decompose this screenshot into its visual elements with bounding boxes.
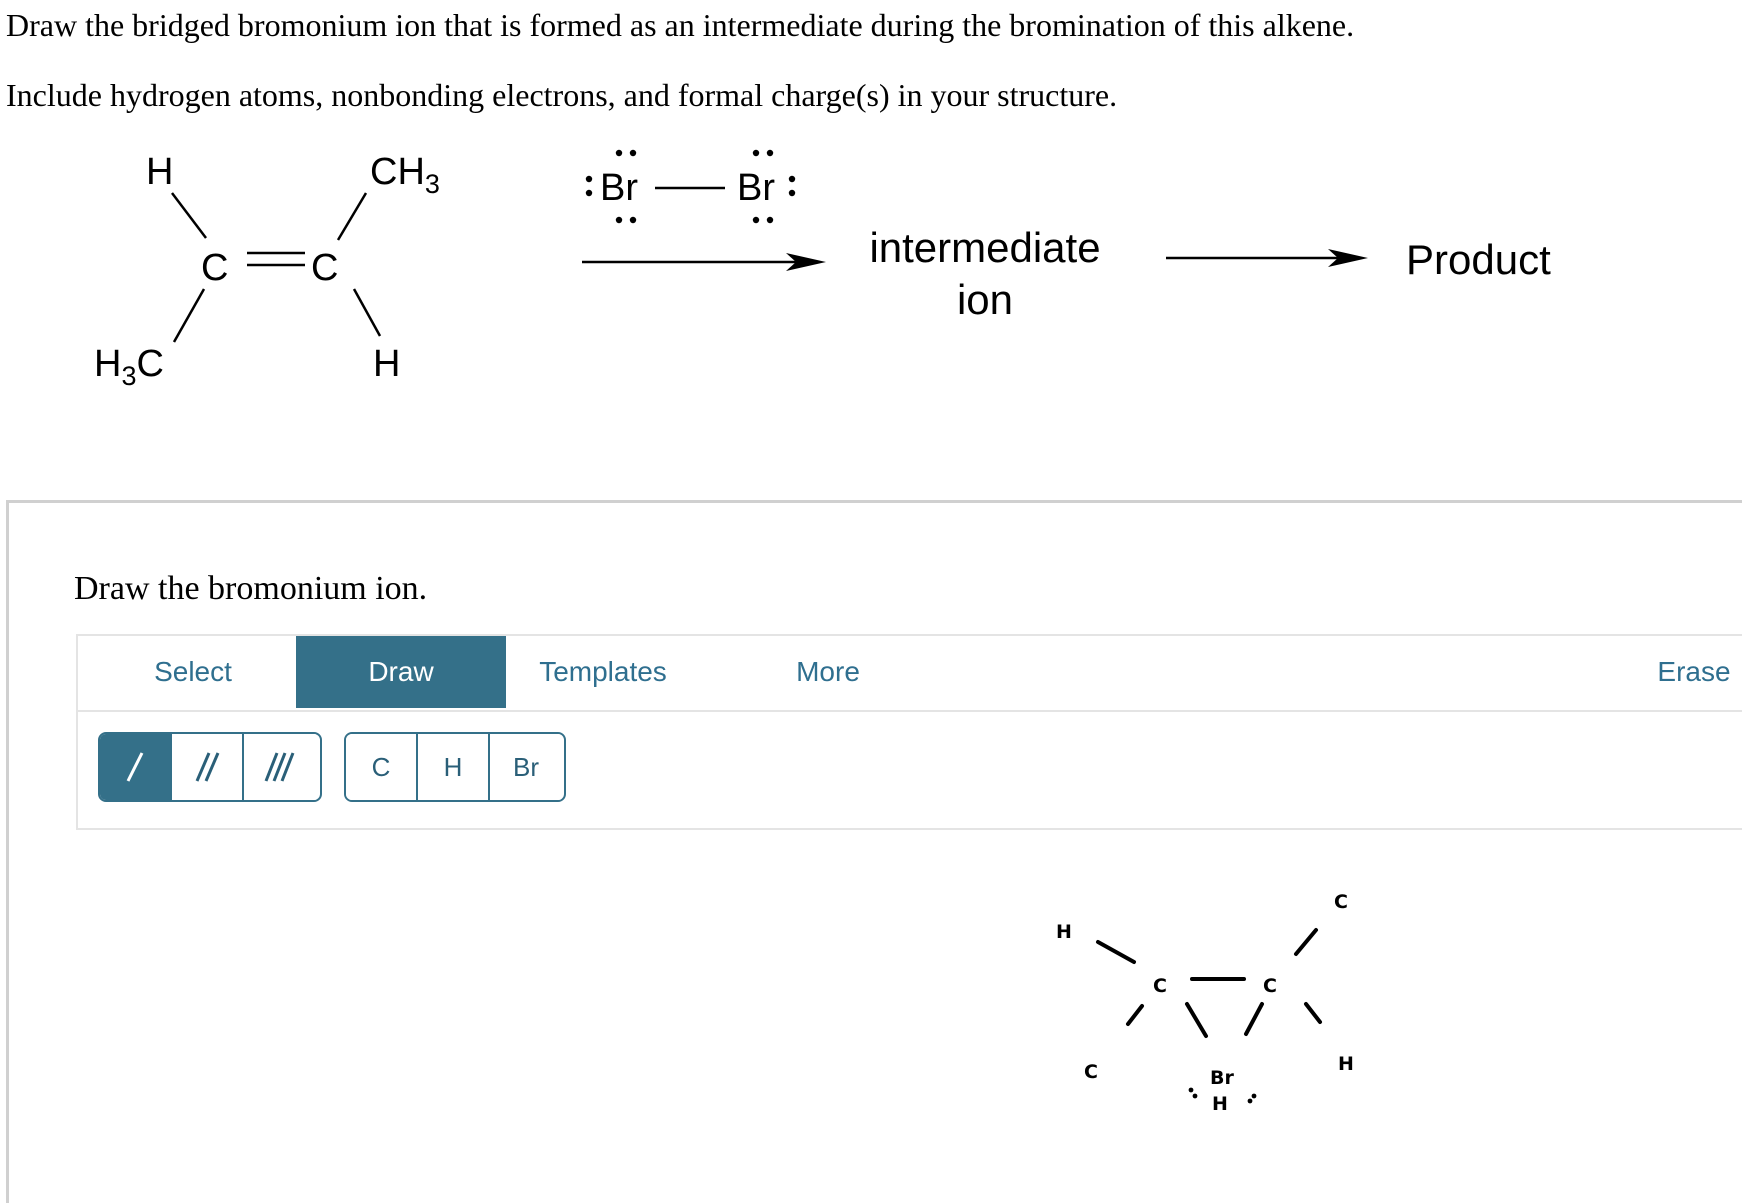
tab-more[interactable]: More [796,656,860,687]
alkene-h-top: H [146,151,174,193]
single-bond-button[interactable] [100,734,172,800]
question-line-1: Draw the bridged bromonium ion that is formed as an intermediate during the bromination of this alkene. [6,7,1355,43]
bond-ch3-c [338,193,366,240]
canvas-atom-h-under-br[interactable]: H [1212,1093,1228,1115]
atom-br-button[interactable]: Br [490,734,562,800]
canvas-bond-h-c[interactable] [1098,942,1134,962]
canvas-atom-h-right[interactable]: H [1338,1053,1354,1075]
canvas-atom-c-right[interactable]: C [1263,975,1277,997]
triple-bond-button[interactable] [244,734,316,800]
canvas-atom-h-left[interactable]: H [1056,921,1072,943]
tab-select[interactable]: Select [154,656,232,687]
tab-erase[interactable]: Erase [1657,656,1731,687]
reagent-br-right: Br [737,167,775,209]
tab-templates[interactable]: Templates [539,656,667,687]
molecule-editor [76,634,1742,830]
editor-toolbar [78,636,1742,712]
reagent-br-left: Br [600,167,638,209]
intermediate-label: intermediate [869,224,1101,271]
canvas-bond-br-c[interactable] [1246,1004,1262,1034]
alkene-h-bottom: H [373,343,401,385]
double-bond-icon [192,749,222,785]
double-bond-button[interactable] [172,734,244,800]
canvas-atom-c-left[interactable]: C [1153,975,1167,997]
alkene-ch3: $CH_3$ [370,151,440,199]
panel-title: Draw the bromonium ion. [74,570,428,607]
canvas-bond-c-h[interactable] [1306,1004,1320,1022]
bond-c-h [354,289,380,336]
atom-h-button[interactable]: H [418,734,490,800]
alkene-c-left: C [201,247,229,289]
alkene-c-right: C [311,247,339,289]
bond-h3c-c [174,289,204,342]
reaction-scheme [0,140,1742,400]
canvas-atom-c-top-right[interactable]: C [1334,891,1348,913]
ion-label: ion [956,276,1014,323]
canvas-atom-br[interactable]: Br [1210,1067,1234,1089]
canvas-bond-c-br[interactable] [1187,1004,1206,1036]
triple-bond-icon [263,749,297,785]
question-line-2: Include hydrogen atoms, nonbonding electrons, and formal charge(s) in your structure. [6,77,1118,113]
bond-tools [98,732,322,802]
alkene-h3c: $H_3C$ [94,343,164,391]
alkene-structure [94,151,440,391]
atom-tools [344,732,566,802]
tab-draw[interactable]: Draw [296,636,506,708]
reagent-br2 [586,150,795,223]
arrow-1 [582,253,826,271]
canvas-bond-cbl-c[interactable] [1128,1006,1142,1024]
product-label: Product [1406,236,1551,283]
canvas-bond-c-ctop[interactable] [1296,930,1316,954]
arrow-2 [1166,249,1368,267]
drawing-canvas[interactable] [1020,880,1420,1130]
bond-h-c [172,193,206,238]
atom-c-button[interactable]: C [346,734,418,800]
single-bond-icon [120,749,150,785]
canvas-atom-c-bottom-left[interactable]: C [1084,1061,1098,1083]
